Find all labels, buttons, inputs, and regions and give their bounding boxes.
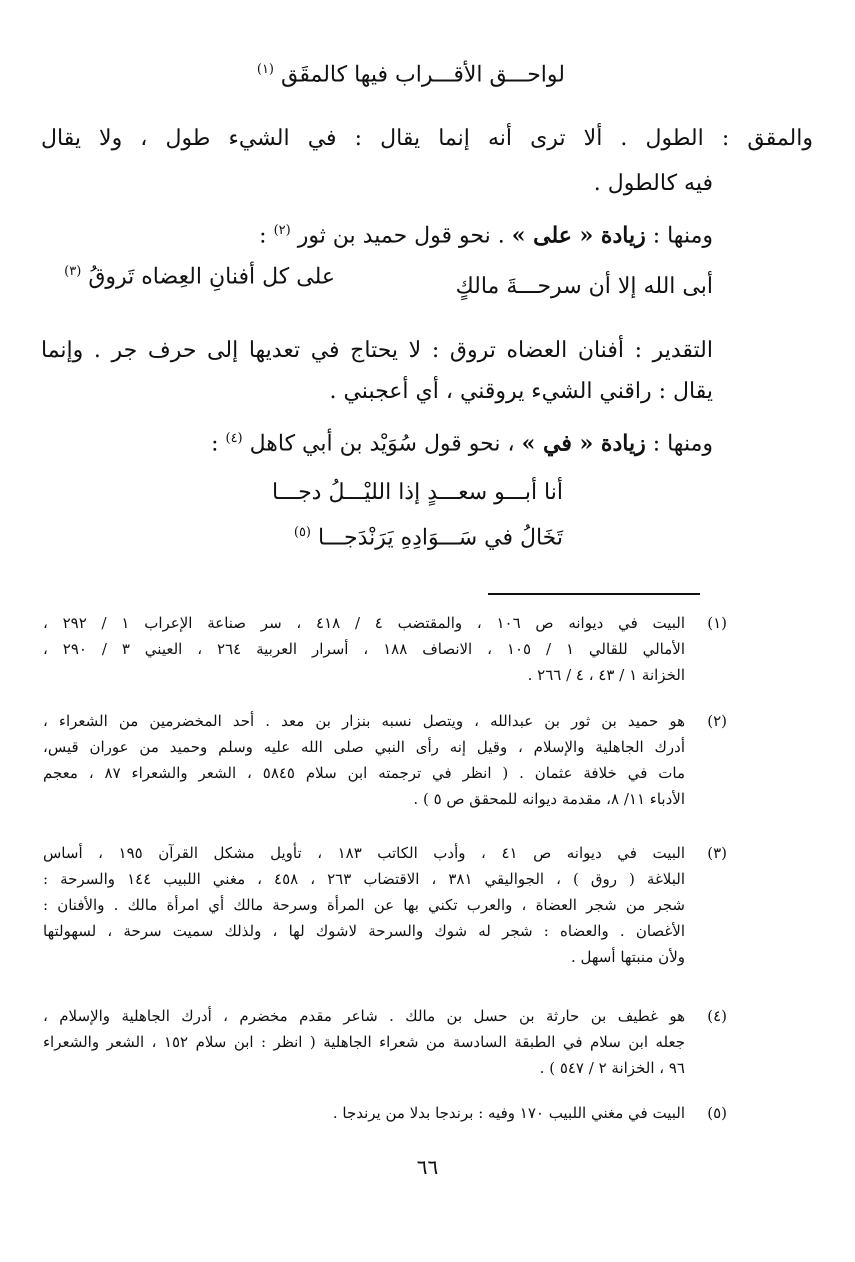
footnote-line: البيت في ديوانه ص ٤١ ، وأدب الكاتب ١٨٣ ، تأويل مشكل القرآن ١٩٥ ، أساس [43, 844, 686, 862]
heading-ala [259, 214, 713, 253]
footnote-line: الخزانة ١ / ٤٣ ، ٤ / ٢٦٦ . [527, 666, 685, 684]
heading-fi-rest: ، نحو قول سُوَيْد بن أبي كاهل [249, 431, 522, 457]
footnote-line: ولأن منبتها أسهل . [571, 948, 685, 966]
verse-2-hemistich-2-text: على كل أفنانِ العِضاه تَروقُ [88, 264, 335, 290]
footnote-ref-1: (١) [256, 62, 274, 77]
heading-fi-bold: زيادة « في » [521, 430, 646, 457]
verse-3-line-1 [272, 480, 563, 505]
heading-ala-rest: . نحو قول حميد بن ثور [297, 223, 512, 249]
footnote-line: البلاغة ( روق ) ، الجواليقي ٣٨١ ، الاقتضاب ٢٦٣ ، ٤٥٨ ، مغني اللبيب ١٤٤ والسرحة : [43, 870, 686, 888]
footnote-line: مات في خلافة عثمان . ( انظر في ترجمته ابن سلام ٥٨٤٥ ، الشعر والشعراء ٨٧ ، معجم [43, 764, 685, 782]
footnote-3-number: (٣) [707, 844, 727, 862]
footnote-line: جعله ابن سلام في الطبقة السادسة من شعراء الجاهلية ( انظر : ابن سلام ١٥٢ ، الشعر والشعراء [43, 1033, 685, 1051]
paragraph-2-line-1: التقدير : أفنان العضاه تروق : لا يحتاج في تعديها إلى حرف جر . وإنما [41, 338, 713, 363]
footnote-1 [43, 610, 727, 688]
heading-ala-bold: زيادة « على » [511, 222, 646, 249]
footnote-ref-3: (٣) [64, 264, 82, 279]
verse-3-line-1-text: أنا أبـــو سعـــدٍ إذا الليْـــلُ دجـــا [272, 480, 563, 505]
heading-ala-tail: : [259, 223, 274, 249]
footnote-ref-5: (٥) [293, 525, 311, 540]
footnote-2-number: (٢) [707, 712, 727, 730]
footnote-4 [43, 1003, 727, 1081]
verse-3-line-2 [294, 525, 563, 550]
footnote-line: هو غطيف بن حارثة بن حسل بن مالك . شاعر مقدم مخضرم ، أدرك الجاهلية والإسلام ، [43, 1007, 685, 1025]
footnote-line: الأمالي للقالي ١ / ١٠٥ ، الانصاف ١٨٨ ، أسرار العربية ٢٦٤ ، العيني ٣ / ٢٩٠ ، [43, 640, 686, 658]
footnote-line: البيت في ديوانه ص ١٠٦ ، والمقتضب ٤ / ٤١٨ ، سر صناعة الإعراب ١ / ٢٩٢ ، [43, 614, 686, 632]
verse-2-hemistich-1 [456, 274, 713, 299]
paragraph-2-line-2: يقال : راقني الشيء يروقني ، أي أعجبني . [329, 379, 713, 404]
footnote-separator [488, 593, 700, 595]
footnote-ref-2: (٢) [273, 223, 291, 238]
footnote-2 [43, 708, 727, 812]
footnote-line: أدرك الجاهلية والإسلام ، وقيل إنه رأى النبي صلى الله عليه وسلم وحميد من عوران قيس، [43, 738, 685, 756]
footnote-line: الأدباء ١١/ ٨، مقدمة ديوانه للمحقق ص ٥ ) . [413, 790, 685, 808]
heading-ala-prefix: ومنها : [645, 223, 713, 249]
footnote-line: ٩٦ ، الخزانة ٢ / ٥٤٧ ) . [539, 1059, 685, 1077]
footnote-3 [43, 840, 727, 970]
verse-2-hemistich-1-text: أبى الله إلا أن سرحـــةَ مالكٍ [455, 274, 713, 299]
heading-fi [211, 422, 713, 461]
footnote-1-number: (١) [707, 614, 727, 632]
paragraph-1-line-2: فيه كالطول . [593, 171, 713, 196]
paragraph-1-line-1: والمقق : الطول . ألا ترى أنه إنما يقال : في الشيء طول ، ولا يقال [41, 126, 813, 151]
heading-fi-prefix: ومنها : [645, 431, 713, 457]
page-number: ٦٦ [416, 1155, 439, 1179]
heading-fi-tail: : [211, 431, 226, 457]
footnote-line: هو حميد بن ثور بن عبدالله ، ويتصل نسبه بنزار بن معد . أحد المخضرمين من الشعراء ، [43, 712, 685, 730]
footnote-4-number: (٤) [707, 1007, 727, 1025]
verse-2-hemistich-2 [64, 264, 335, 289]
verse-3-line-2-text: تَخَالُ في سَـــوَادِهِ يَرَنْدَجـــا [318, 525, 563, 551]
footnote-ref-4: (٤) [225, 431, 243, 446]
verse-1-text: لواحـــق الأقـــراب فيها كالمقَق [281, 62, 565, 88]
verse-1 [257, 62, 565, 87]
footnote-line: الأغصان . والعضاه : شجر له شوك والسرحة لاشوك لها ، ولذلك سميت سرحة ، لسهولتها [43, 922, 685, 940]
footnote-5-number: (٥) [707, 1104, 727, 1122]
footnote-5 [43, 1100, 727, 1126]
footnote-line: البيت في مغني اللبيب ١٧٠ وفيه : برندجا بدلا من يرندجا . [332, 1104, 685, 1122]
footnote-line: شجر من شجر العضاة ، والعرب تكني بها عن المرأة وسرحة مالك أي امرأة مالك . والأفنان : [43, 896, 685, 914]
